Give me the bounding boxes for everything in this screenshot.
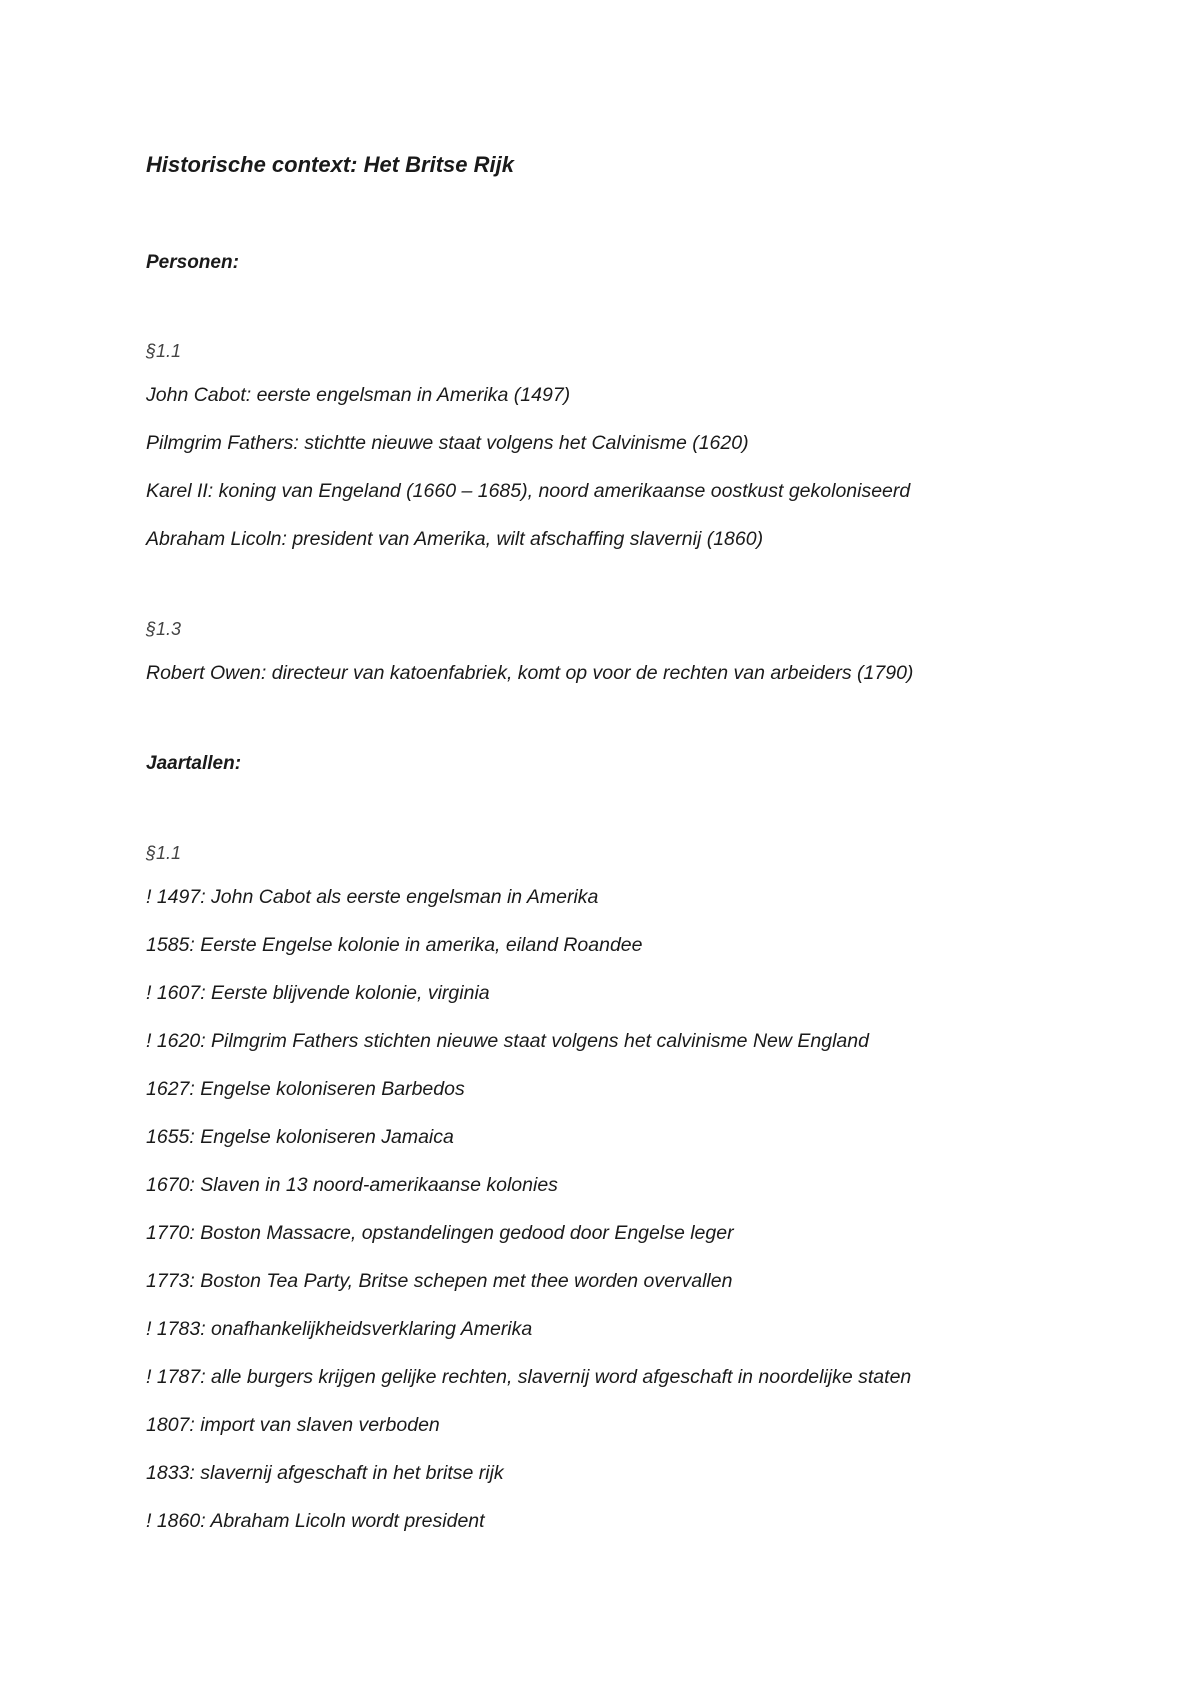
- jaartallen-list: [146, 884, 1096, 1534]
- jaartallen-section: [146, 840, 1096, 1534]
- year-line: ! 1787: alle burgers krijgen gelijke rechten, slavernij word afgeschaft in noordelijke staten: [146, 1366, 912, 1388]
- document-title: Historische context: Het Britse Rijk: [146, 152, 514, 177]
- year-line: 1627: Engelse koloniseren Barbedos: [146, 1078, 465, 1100]
- year-line: 1773: Boston Tea Party, Britse schepen met thee worden overvallen: [146, 1270, 733, 1292]
- year-line: ! 1620: Pilmgrim Fathers stichten nieuwe staat volgens het calvinisme New England: [146, 1030, 869, 1052]
- person-line: Pilmgrim Fathers: stichtte nieuwe staat volgens het Calvinisme (1620): [146, 432, 749, 454]
- year-line: 1807: import van slaven verboden: [146, 1414, 440, 1436]
- personen-section-1-1: [146, 338, 1096, 552]
- person-line: Abraham Licoln: president van Amerika, wilt afschaffing slavernij (1860): [146, 528, 764, 550]
- year-line: ! 1607: Eerste blijvende kolonie, virginia: [146, 982, 490, 1004]
- year-line: 1655: Engelse koloniseren Jamaica: [146, 1126, 454, 1148]
- section-mark: §1.1: [146, 843, 182, 863]
- personen-section-1-3: [146, 616, 1096, 686]
- year-line: ! 1860: Abraham Licoln wordt president: [146, 1510, 485, 1532]
- personen-heading: Personen:: [146, 252, 239, 273]
- person-line: Robert Owen: directeur van katoenfabriek, komt op voor de rechten van arbeiders (1790): [146, 662, 914, 684]
- section-mark: §1.3: [146, 619, 182, 639]
- section-mark: §1.1: [146, 341, 182, 361]
- jaartallen-heading-block: [146, 751, 1096, 777]
- jaartallen-heading: Jaartallen:: [146, 753, 242, 774]
- year-line: 1670: Slaven in 13 noord-amerikaanse kolonies: [146, 1174, 558, 1196]
- year-line: 1833: slavernij afgeschaft in het britse rijk: [146, 1462, 504, 1484]
- document-title-block: [146, 150, 1096, 180]
- year-line: 1770: Boston Massacre, opstandelingen gedood door Engelse leger: [146, 1222, 734, 1244]
- year-line: ! 1783: onafhankelijkheidsverklaring Amerika: [146, 1318, 533, 1340]
- personen-heading-block: [146, 250, 1096, 276]
- person-line: John Cabot: eerste engelsman in Amerika (1497): [146, 384, 571, 406]
- person-line: Karel II: koning van Engeland (1660 – 1685), noord amerikaanse oostkust gekoloniseerd: [146, 480, 911, 502]
- year-line: ! 1497: John Cabot als eerste engelsman in Amerika: [146, 886, 599, 908]
- year-line: 1585: Eerste Engelse kolonie in amerika, eiland Roandee: [146, 934, 643, 956]
